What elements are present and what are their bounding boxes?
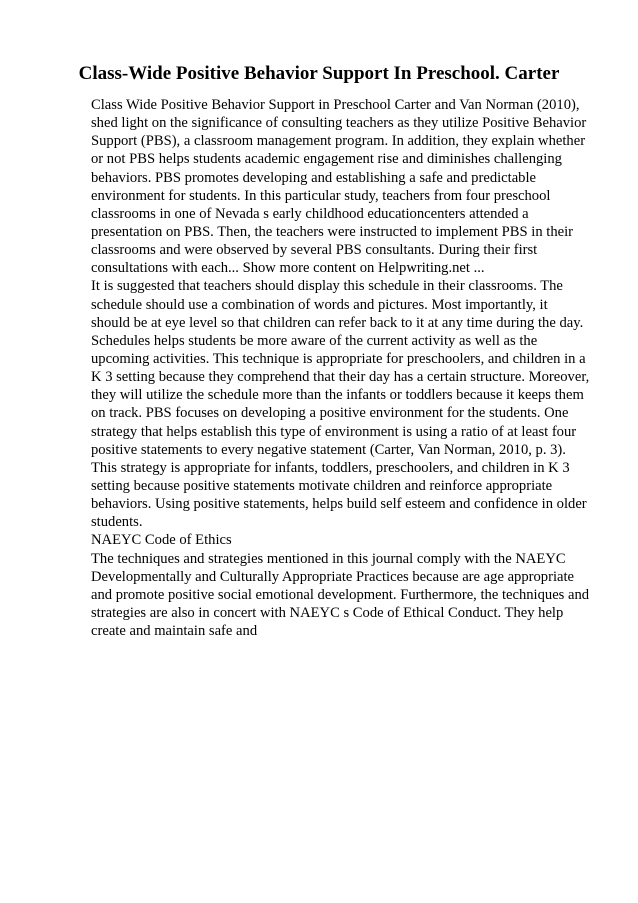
body-text-line: presentation on PBS. Then, the teachers were instructed to implement PBS in their (91, 223, 574, 240)
document-title: Class-Wide Positive Behavior Support In Preschool. Carter (78, 63, 560, 84)
body-text-line: should be at eye level so that children can refer back to it at any time during the day. (91, 314, 584, 331)
body-text-line: upcoming activities. This technique is appropriate for preschoolers, and children in a (91, 350, 586, 367)
body-text-line: This strategy is appropriate for infants, toddlers, preschoolers, and children in K 3 (91, 459, 570, 476)
body-text-line: schedule should use a combination of words and pictures. Most importantly, it (91, 296, 548, 313)
body-text-line: behaviors. Using positive statements, helps build self esteem and confidence in older (91, 496, 587, 513)
body-text-line: setting because positive statements motivate children and reinforce appropriate (91, 477, 553, 494)
body-text-line: shed light on the significance of consulting teachers as they utilize Positive Behavior (91, 115, 587, 132)
body-text-line: they will utilize the schedule more than the infants or toddlers because it keeps them (91, 387, 584, 404)
body-text-line: strategy that helps establish this type of environment is using a ratio of at least four (91, 423, 577, 440)
body-text-line: create and maintain safe and (91, 623, 258, 640)
body-text-line: It is suggested that teachers should display this schedule in their classrooms. The (91, 278, 563, 295)
body-text-line: NAEYC Code of Ethics (91, 532, 232, 549)
body-text-line: students. (91, 514, 143, 531)
body-text-line: consultations with each... Show more content on Helpwriting.net ... (91, 260, 485, 277)
body-text-line: on track. PBS focuses on developing a positive environment for the students. One (91, 405, 569, 422)
body-text-line: and promote positive social emotional development. Furthermore, the techniques and (91, 586, 590, 603)
body-text-line: strategies are also in concert with NAEYC s Code of Ethical Conduct. They help (91, 604, 564, 621)
body-text-line: or not PBS helps students academic engagement rise and diminishes challenging (91, 151, 562, 168)
document-body (91, 96, 591, 640)
body-text-line: Schedules helps students be more aware of the current activity as well as the (91, 332, 538, 349)
body-text-line: Developmentally and Culturally Appropriate Practices because are age appropriate (91, 568, 575, 585)
body-text-line: K 3 setting because they comprehend that their day has a certain structure. Moreover, (91, 369, 590, 386)
body-text-line: environment for students. In this particular study, teachers from four preschool (91, 187, 551, 204)
body-text-line: Class Wide Positive Behavior Support in Preschool Carter and Van Norman (2010), (91, 97, 580, 113)
body-text-line: behaviors. PBS promotes developing and establishing a safe and predictable (91, 169, 537, 186)
body-text-line: classrooms in one of Nevada s early childhood educationcenters attended a (91, 205, 529, 222)
body-text-line: classrooms and were observed by several PBS consultants. During their first (91, 242, 538, 259)
body-text-line: positive statements to every negative statement (Carter, Van Norman, 2010, p. 3). (91, 441, 566, 458)
body-text-line: Support (PBS), a classroom management program. In addition, they explain whether (91, 133, 586, 150)
body-text-line: The techniques and strategies mentioned in this journal comply with the NAEYC (91, 550, 566, 567)
